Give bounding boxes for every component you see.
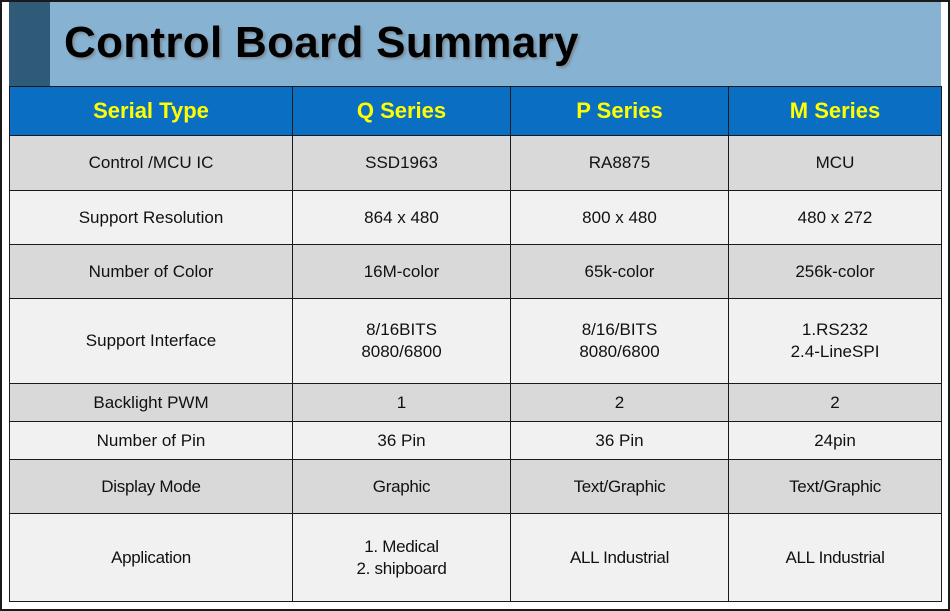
table-row [10,136,942,191]
row-label: Support Interface [10,299,293,384]
q-series-cell [293,299,511,384]
header-p-series: P Series [511,87,729,136]
row-label: Control /MCU IC [10,136,293,191]
q-series-cell: Graphic [293,460,511,514]
title-accent-bar [9,2,50,86]
header-m-series: M Series [729,87,942,136]
row-label: Number of Color [10,245,293,299]
header-q-series: Q Series [293,87,511,136]
p-series-cell: ALL Industrial [511,514,729,602]
p-series-cell [511,299,729,384]
row-label: Display Mode [10,460,293,514]
p-series-cell: RA8875 [511,136,729,191]
table-header-row [10,87,942,136]
m-series-cell: 2 [729,384,942,422]
cell-line: 8080/6800 [579,342,660,361]
row-label: Application [10,514,293,602]
m-series-cell: MCU [729,136,942,191]
table-row [10,191,942,245]
table-row [10,422,942,460]
cell-line: 1.RS232 [801,320,869,339]
m-series-cell [729,299,942,384]
control-board-summary-table [9,86,942,602]
q-series-cell: 16M-color [293,245,511,299]
q-series-cell [293,514,511,602]
m-series-cell: 256k-color [729,245,942,299]
cell-line: 2.4-LineSPI [790,342,880,361]
q-series-cell: SSD1963 [293,136,511,191]
cell-line: 2. shipboard [356,558,447,578]
table-row [10,460,942,514]
row-label: Support Resolution [10,191,293,245]
table-row [10,245,942,299]
header-serial-type: Serial Type [10,87,293,136]
cell-line: 8/16BITS [366,320,437,339]
table-row [10,384,942,422]
q-series-cell: 864 x 480 [293,191,511,245]
table-row [10,299,942,384]
m-series-cell: 480 x 272 [729,191,942,245]
p-series-cell: 36 Pin [511,422,729,460]
p-series-cell: 800 x 480 [511,191,729,245]
row-label: Number of Pin [10,422,293,460]
q-series-cell: 36 Pin [293,422,511,460]
p-series-cell: 65k-color [511,245,729,299]
cell-line: 1. Medical [364,536,439,556]
table-row [10,514,942,602]
page-title: Control Board Summary [64,18,579,67]
cell-line: 8080/6800 [361,342,442,361]
m-series-cell: Text/Graphic [729,460,942,514]
row-label: Backlight PWM [10,384,293,422]
cell-line: 8/16/BITS [581,320,658,339]
m-series-cell: 24pin [729,422,942,460]
p-series-cell: Text/Graphic [511,460,729,514]
q-series-cell: 1 [293,384,511,422]
p-series-cell: 2 [511,384,729,422]
m-series-cell: ALL Industrial [729,514,942,602]
